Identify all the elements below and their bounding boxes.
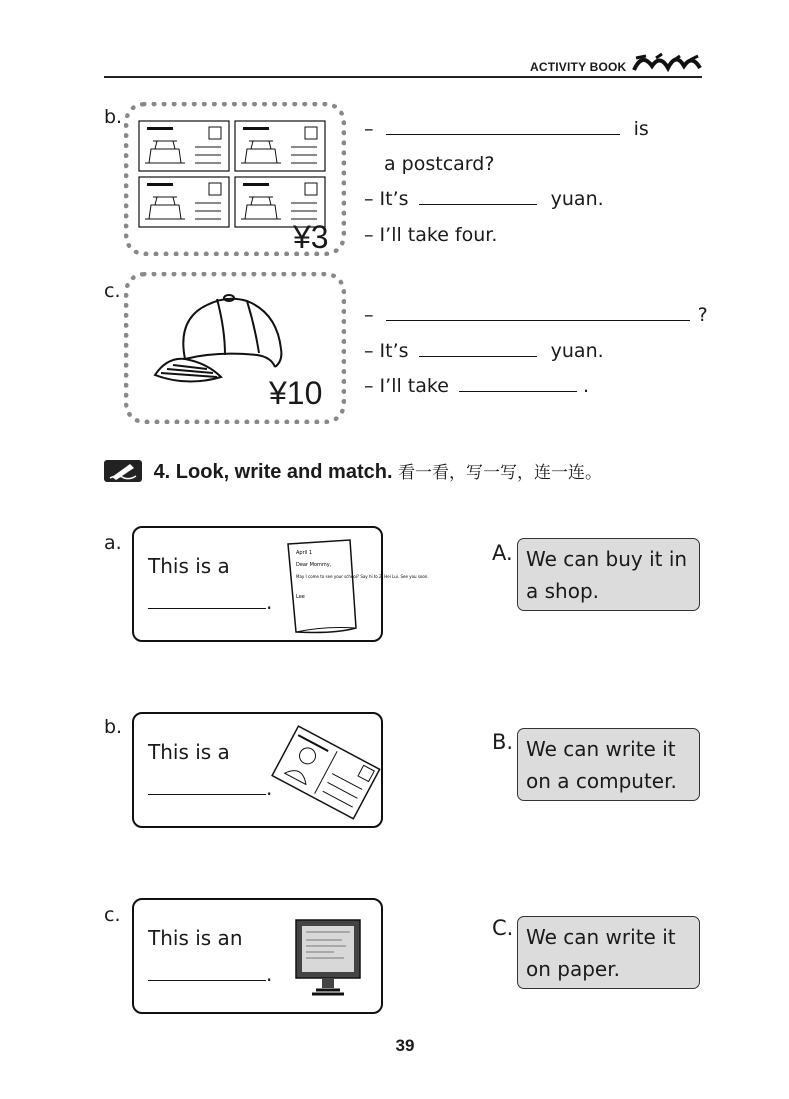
dash: –: [364, 304, 374, 326]
answer-line: [148, 590, 272, 614]
line-end: .: [266, 776, 273, 800]
line-suffix: yuan.: [550, 340, 604, 362]
line-prefix: It’s: [379, 188, 409, 210]
match-item-label-b: b.: [104, 716, 123, 738]
exercise-4-title-chinese: 看一看，写一写，连一连。: [398, 463, 603, 483]
dash: –: [364, 224, 374, 246]
pencil-writing-icon: [104, 460, 142, 482]
question-b-line-2: a postcard?: [384, 153, 495, 175]
postcards-picture-frame: [124, 102, 346, 256]
line-suffix: yuan.: [550, 188, 604, 210]
header-rule: [104, 76, 702, 78]
answer-blank[interactable]: [386, 304, 690, 321]
dash: –: [364, 118, 374, 140]
cap-picture-frame: [124, 272, 346, 424]
answer-blank[interactable]: [148, 778, 266, 795]
line-end: .: [266, 962, 273, 986]
question-c-line-2: [364, 340, 604, 362]
activity-book-logo: [632, 50, 702, 74]
answer-blank[interactable]: [459, 375, 577, 392]
question-c-line-3: [364, 375, 589, 397]
line-text: I’ll take four.: [379, 224, 498, 246]
answer-blank[interactable]: [419, 188, 537, 205]
computer-monitor-icon: [294, 918, 364, 1004]
line-end: .: [266, 590, 273, 614]
match-answer-label-B: B.: [492, 730, 514, 754]
match-question-b: [132, 712, 383, 828]
match-answer-label-C: C.: [492, 916, 514, 940]
answer-line: [148, 962, 272, 986]
match-question-a: [132, 526, 429, 642]
question-text: This is a: [148, 554, 230, 578]
match-question-c: [132, 898, 383, 1014]
answer-line: [148, 776, 272, 800]
exercise-4-title: [104, 458, 602, 484]
line-suffix: ?: [697, 304, 708, 326]
match-item-label-c: c.: [104, 904, 121, 926]
dash: –: [364, 188, 374, 210]
match-answer-label-A: A.: [492, 541, 513, 565]
match-answer-A[interactable]: We can buy it in a shop.: [517, 538, 700, 611]
page-number: 39: [395, 1036, 415, 1055]
letter-icon: [284, 538, 429, 640]
line-prefix: I’ll take: [379, 375, 449, 397]
answer-blank[interactable]: [386, 118, 620, 135]
letter-body: May I come to see your school? Say hi to Zi Hei Lui. See you soon.: [296, 574, 429, 579]
item-label-b: b.: [104, 106, 123, 128]
price-tag-10: ¥10: [269, 375, 323, 411]
dash: –: [364, 375, 374, 397]
match-answer-B[interactable]: We can write it on a computer.: [517, 728, 700, 801]
answer-blank[interactable]: [419, 340, 537, 357]
line-prefix: It’s: [379, 340, 409, 362]
postcard-icon: [272, 722, 378, 826]
question-c-line-1: [364, 304, 708, 326]
line-suffix: is: [633, 118, 649, 140]
item-label-c: c.: [104, 280, 121, 302]
question-text: This is an: [148, 926, 243, 950]
question-text: This is a: [148, 740, 230, 764]
book-header-label: ACTIVITY BOOK: [530, 60, 627, 74]
match-answer-C[interactable]: We can write it on paper.: [517, 916, 700, 989]
answer-blank[interactable]: [148, 964, 266, 981]
question-b-line-3: [364, 188, 604, 210]
line-suffix: .: [583, 375, 590, 397]
postcards-image: [137, 119, 327, 235]
question-b-line-4: [364, 224, 497, 246]
exercise-4-title-text: 4. Look, write and match.: [153, 461, 393, 483]
letter-greeting: Dear Mommy,: [296, 562, 332, 568]
letter-date: April 1: [296, 550, 313, 556]
letter-signature: Lee: [296, 594, 305, 600]
answer-blank[interactable]: [148, 592, 266, 609]
price-tag-3: ¥3: [293, 219, 329, 255]
question-b-line-1: [364, 118, 649, 140]
match-item-label-a: a.: [104, 532, 122, 554]
dash: –: [364, 340, 374, 362]
